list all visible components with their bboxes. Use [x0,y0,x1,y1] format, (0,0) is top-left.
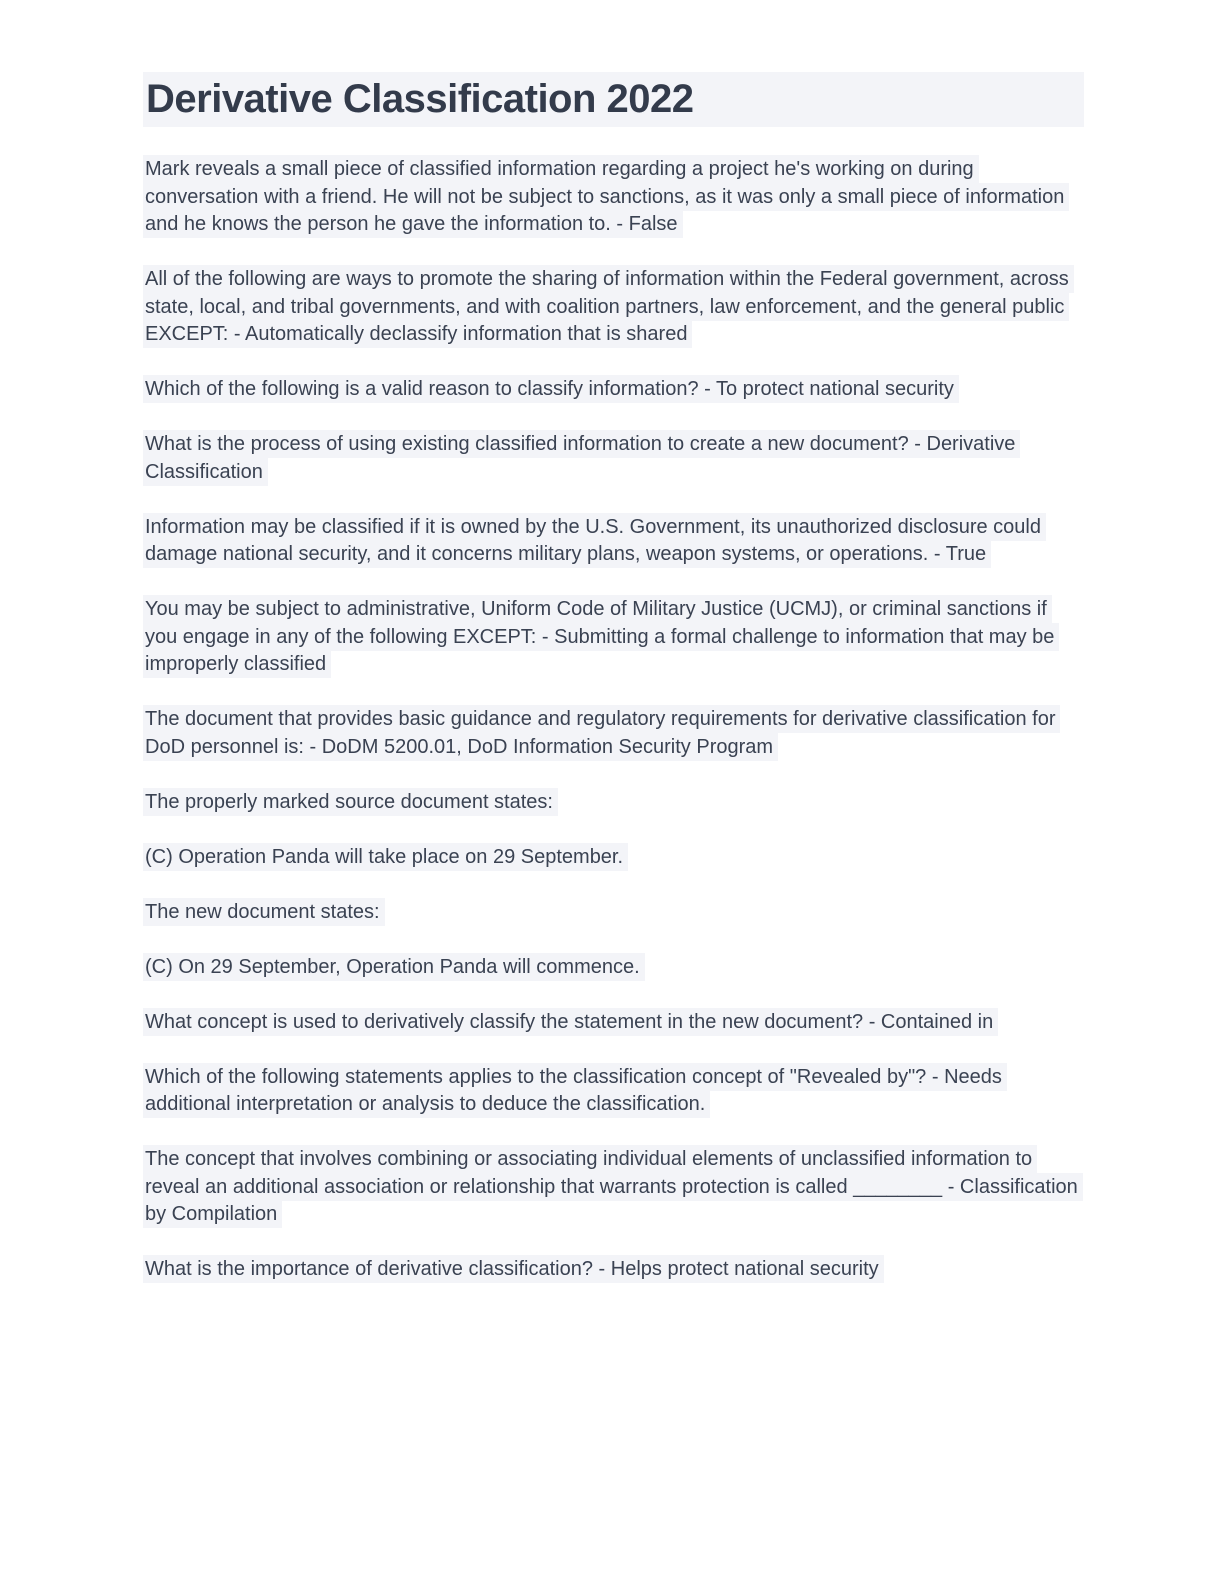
paragraph-text: The concept that involves combining or associating individual elements of unclassified information to reveal an additional association or relationship that warrants protection is called ________ - Classification by Compilation [143,1145,1083,1228]
paragraph-text: Which of the following statements applies to the classification concept of "Revealed by"? - Needs additional interpretation or analysis to deduce the classification. [143,1063,1007,1119]
paragraph [143,899,1084,927]
paragraph [143,1009,1084,1037]
paragraph-text: (C) Operation Panda will take place on 29 September. [143,843,628,871]
paragraph-text: Information may be classified if it is owned by the U.S. Government, its unauthorized disclosure could damage national security, and it concerns military plans, weapon systems, or operations. - True [143,513,1046,569]
page-title: Derivative Classification 2022 [143,72,1084,127]
paragraph [143,596,1084,679]
paragraph [143,1064,1084,1119]
paragraph-text: Which of the following is a valid reason to classify information? - To protect national security [143,375,959,403]
paragraph-text: The properly marked source document states: [143,788,558,816]
paragraph [143,1146,1084,1229]
paragraph-text: What concept is used to derivatively classify the statement in the new document? - Contained in [143,1008,998,1036]
paragraph [143,1256,1084,1284]
paragraph-text: What is the process of using existing classified information to create a new document? - Derivative Classification [143,430,1020,486]
paragraph-text: The document that provides basic guidance and regulatory requirements for derivative classification for DoD personnel is: - DoDM 5200.01, DoD Information Security Program [143,705,1060,761]
paragraph-text: You may be subject to administrative, Uniform Code of Military Justice (UCMJ), or criminal sanctions if you engage in any of the following EXCEPT: - Submitting a formal challenge to information that may be improperly classified [143,595,1059,678]
paragraph-text: What is the importance of derivative classification? - Helps protect national security [143,1255,884,1283]
paragraph-text: Mark reveals a small piece of classified information regarding a project he's working on during conversation with a friend. He will not be subject to sanctions, as it was only a small piece of information and he knows the person he gave the information to. - False [143,155,1069,238]
paragraph [143,156,1084,239]
paragraph [143,431,1084,486]
paragraph [143,954,1084,982]
paragraph [143,376,1084,404]
paragraph [143,789,1084,817]
paragraph-text: (C) On 29 September, Operation Panda will commence. [143,953,645,981]
paragraph [143,706,1084,761]
paragraph-text: All of the following are ways to promote the sharing of information within the Federal government, across state, local, and tribal governments, and with coalition partners, law enforcement, and the general public EXCEPT: - Automatically declassify information that is shared [143,265,1074,348]
paragraph [143,514,1084,569]
paragraph-text: The new document states: [143,898,385,926]
document-body [143,156,1084,1284]
paragraph [143,266,1084,349]
paragraph [143,844,1084,872]
